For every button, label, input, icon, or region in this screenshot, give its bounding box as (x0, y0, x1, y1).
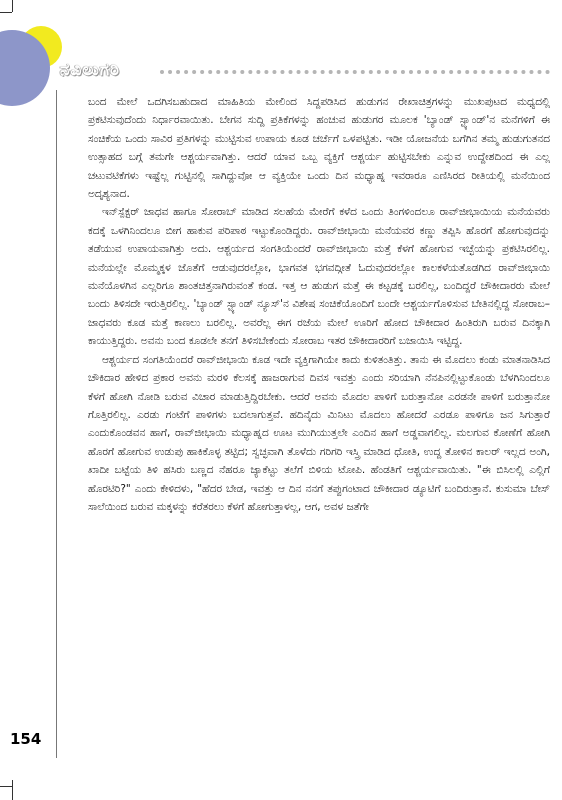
paragraph: ಇನ್‌ಸ್ಪೆಕ್ಟರ್ ಜಾಧವ ಹಾಗೂ ಸೋರಾಬ್ ಮಾಡಿದ ಸಲಹೆಯ ಮೇರೆಗೆ ಕಳೆದ ಒಂದು ತಿಂಗಳಿಂದಲೂ ರಾವ್‌ಜೀಭಾಯಿಯ ಮನೆಯವರು ಕದಕ್ಕೆ ಒಳಗಿನಿಂದಲೂ ಬೀಗ ಹಾಕುವ ಪರಿಪಾಠ ಇಟ್ಟುಕೊಂಡಿದ್ದರು. ರಾವ್‌ಜೀಭಾಯಿ ಮನೆಯವರ ಕಣ್ಣು ತಪ್ಪಿಸಿ ಹೊರಗೆ ಹೋಗುವುದನ್ನು ತಡೆಯುವ ಉಪಾಯವಾಗಿತ್ತು ಅದು. ಆಶ್ಚರ್ಯದ ಸಂಗತಿಯೆಂದರೆ ರಾವ್‌ಜೀಭಾಯಿ ಮತ್ತೆ ಕೆಳಗೆ ಹೋಗುವ ಇಚ್ಛೆಯನ್ನು ಪ್ರಕಟಿಸಿರಲಿಲ್ಲ. ಮನೆಯಲ್ಲೇ ಮೊಮ್ಮಕ್ಕಳ ಜೊತೆಗೆ ಆಡುವುದರಲ್ಲೋ, ಭಾಗವತ ಭಗವದ್ಗೀತೆ ಓದುವುದರಲ್ಲೋ ಕಾಲಕಳೆಯತೊಡಗಿದ ರಾವ್‌ಜೀಭಾಯಿ ಮನೆಯೊಳಗಿನ ಎಲ್ಲರಿಗೂ ಶಾಂತಚಿತ್ತನಾಗಿರುವಂತೆ ಕಂಡ. ಇತ್ತ ಆ ಹುಡುಗ ಮತ್ತೆ ಈ ಕಟ್ಟಡಕ್ಕೆ ಬರಲಿಲ್ಲ, ಬಂದಿದ್ದರೆ ಚೌಕೀದಾರರು ಮೇಲೆ ಬಂದು ತಿಳಿಸದೇ ಇರುತ್ತಿರಲಿಲ್ಲ. 'ಬ್ಯಾಂಡ್ ಸ್ಟ್ಯಾಂಡ್ ನ್ಯೂಸ್'ನ ವಿಶೇಷ ಸಂಚಿಕೆಯೊಂದಿಗೆ ಬಂದೇ ಆಶ್ಚರ್ಯಗೊಳಿಸುವ ಬೇತಿನಲ್ಲಿದ್ದ ಸೋರಾಬ–ಜಾಧವರು ಕೂಡ ಮತ್ತೆ ಕಾಣಲು ಬರಲಿಲ್ಲ. ಅವರೆಲ್ಲ ಈಗ ರಜೆಯ ಮೇಲೆ ಊರಿಗೆ ಹೋದ ಚೌಕೀದಾರ ಹಿಂತಿರುಗಿ ಬರುವ ದಿನಕ್ಕಾಗಿ ಕಾಯುತ್ತಿದ್ದರು. ಅವನು ಬಂದ ಕೂಡಲೇ ತನಗೆ ತಿಳಿಸಬೇಕೆಂದು ಸೋರಾಬ ಇತರ ಚೌಕೀದಾರರಿಗೆ ಬಜಾಯಿಸಿ ಇಟ್ಟಿದ್ದ. (88, 206, 550, 348)
paragraph: ಆಶ್ಚರ್ಯದ ಸಂಗತಿಯೆಂದರೆ ರಾವ್‌ಜೀಭಾಯಿ ಕೂಡ ಇದೇ ವ್ಯಕ್ತಿಗಾಗಿಯೇ ಕಾದು ಕುಳಿತಂತಿತ್ತು. ತಾನು ಈ ಮೊದಲು ಕಂಡು ಮಾತನಾಡಿಸಿದ ಚೌಕಿದಾರ ಹೇಳಿದ ಪ್ರಕಾರ ಅವನು ಮರಳಿ ಕೆಲಸಕ್ಕೆ ಹಾಜರಾಗುವ ದಿವಸ ಇವತ್ತು ಎಂದು ಸರಿಯಾಗಿ ನೆನಪಿನಲ್ಲಿಟ್ಟುಕೊಂಡು ಬೆಳಗಿನಿಂದಲೂ ಕೆಳಗೆ ಹೋಗಿ ನೋಡಿ ಬರುವ ವಿಚಾರ ಮಾಡುತ್ತಿದ್ದಿರಬೇಕು. ಆದರೆ ಅವನು ಮೊದಲ ಪಾಳಿಗೆ ಬರುತ್ತಾನೋ ಎರಡನೇ ಪಾಳಿಗೆ ಬರುತ್ತಾನೋ ಗೊತ್ತಿರಲಿಲ್ಲ. ಎರಡು ಗಂಟೆಗೆ ಪಾಳಿಗಳು ಬದಲಾಗುತ್ತವೆ. ಹದಿನೈದು ಮಿನಿಟು ಮೊದಲು ಹೋದರೆ ಎರಡೂ ಪಾಳಿಗೂ ಜನ ಸಿಗುತ್ತಾರೆ ಎಂದುಕೊಂಡವನ ಹಾಗೆ, ರಾವ್‌ಜೀಭಾಯಿ ಮಧ್ಯಾಹ್ನದ ಊಟ ಮುಗಿಯುತ್ತಲೇ ಎಂದಿನ ಹಾಗೆ ಅಡ್ಡವಾಗಲಿಲ್ಲ. ಮಲಗುವ ಕೋಣೆಗೆ ಹೋಗಿ ಹೊರಗೆ ಹೋಗುವ ಉಡುಪು ಹಾಕಿಕೊಳ್ಳ ತಟ್ಟಿದ; ಸ್ವಚ್ಛವಾಗಿ ತೊಳೆದು ಗರಿಗರಿ ಇಸ್ತ್ರಿ ಮಾಡಿದ ಧೋತಿ, ಉದ್ದ ತೋಳಿನ ಕಾಲರ್ ಇಲ್ಲದ ಅಂಗಿ, ಖಾದೀ ಬಟ್ಟೆಯ ತಿಳಿ ಹಸಿರು ಬಣ್ಣದ ನೆಹರೂ ಜ್ಯಾಕೆಟ್ಟು ತಲೆಗೆ ಬಿಳಿಯ ಟೋಪಿ. ಹೆಂಡತಿಗೆ ಆಶ್ಚರ್ಯವಾಯಿತು. "ಈ ಬಿಸಿಲಲ್ಲಿ ಎಲ್ಲಿಗೆ ಹೊರಟಿರಿ?" ಎಂದು ಕೇಳಿದಳು, "ಹೆದರ ಬೇಡ, ಇವತ್ತು ಆ ದಿನ ನನಗೆ ತಪ್ಪುಗಂಟಾದ ಚೌಕೀದಾರ ಡ್ಯೂಟಿಗೆ ಬಂದಿರುತ್ತಾನೆ. ಕುಸುಮಾ ಬೇಸ್ ಸಾಲೆಯಿಂದ ಬರುವ ಮಕ್ಕಳನ್ನು ಕರೆತರಲು ಕೆಳಗೆ ಹೋಗುತ್ತಾಳಲ್ಲ, ಆಗ, ಅವಳ ಜತೆಗೇ (88, 353, 550, 513)
crop-mark (12, 0, 13, 12)
paragraph: ಬಂದ ಮೇಲೆ ಒದಗಿಸಬಹುದಾದ ಮಾಹಿತಿಯ ಮೇಲಿಂದ ಸಿದ್ದಪಡಿಸಿದ ಹುಡುಗನ ರೇಖಾಚಿತ್ರಗಳನ್ನು ಮುಖಪುಟದ ಮಧ್ಯದಲ್ಲಿ ಪ್ರಕಟಿಸುವುದೆಂದು ನಿರ್ಧಾರವಾಯಿತು. ಬೇಗನ ಸುದ್ದಿ ಪ್ರತಿಕೆಗಳನ್ನು ಹಂಚುವ ಹುಡುಗರ ಮೂಲಕ 'ಬ್ಯಾಂಡ್ ಸ್ಟ್ಯಾಂಡ್'ನ ಮನೆಗಳಿಗೆ ಈ ಸಂಚಿಕೆಯ ಒಂದು ಸಾವಿರ ಪ್ರತಿಗಳನ್ನು ಮುಟ್ಟಿಸುವ ಉಪಾಯ ಕೂಡ ಚರ್ಚೆಗೆ ಒಳಪಟ್ಟಿತು. ಇಡೀ ಯೋಜನೆಯ ಬಗೆಗಿನ ತಮ್ಮ ಹುಡುಗುತನದ ಉತ್ಸಾಹದ ಬಗ್ಗೆ ತಮಗೇ ಆಶ್ಚರ್ಯವಾಗಿತ್ತು. ಆದರೆ ಯಾವ ಒಬ್ಬ ವ್ಯಕ್ತಿಗೆ ಆಶ್ಚರ್ಯ ಹುಟ್ಟಿಸಬೇಕು ಎನ್ನುವ ಉದ್ದೇಶದಿಂದ ಈ ಎಲ್ಲ ಚಟುವಟಿಕೆಗಳು ಇಷ್ಟೆಲ್ಲ ಗುಟ್ಟಿನಲ್ಲಿ ಸಾಗಿದ್ದುವೋ ಆ ವ್ಯಕ್ತಿಯೇ ಒಂದು ದಿನ ಮಧ್ಯಾಹ್ನ ಇವರಾರೂ ಎಣಿಸಿರದ ರೀತಿಯಲ್ಲಿ ಮನೆಯಿಂದ ಅದೃಶ್ಯನಾದ. (88, 96, 550, 201)
crop-mark (0, 12, 12, 13)
page-number: 154 (10, 730, 42, 748)
running-header-title: ನವಿಲುಗರಿ (60, 60, 121, 80)
header-dotted-rule (160, 70, 550, 74)
margin-rule (56, 90, 57, 758)
crop-mark (12, 780, 13, 800)
crop-mark (0, 786, 12, 787)
body-text (88, 93, 550, 516)
